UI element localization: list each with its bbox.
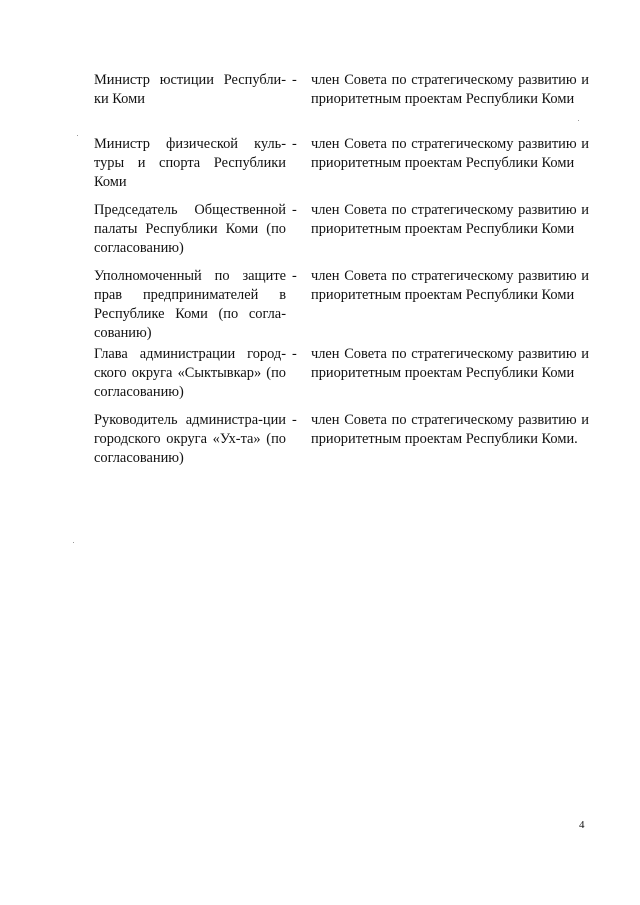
entry-dash: - — [292, 412, 297, 428]
member-entry — [94, 71, 594, 129]
member-entry — [94, 267, 594, 341]
scan-speck — [77, 135, 78, 136]
member-role: член Совета по стратегическому развитию и приоритетным проектам Республики Коми — [311, 72, 589, 107]
member-position: Министр юстиции Республи-ки Коми — [94, 72, 286, 107]
entry-dash: - — [292, 136, 297, 152]
member-role: член Совета по стратегическому развитию и приоритетным проектам Республики Коми — [311, 346, 589, 381]
member-position: Уполномоченный по защите прав предпринимателей в Республике Коми (по согла-сованию) — [94, 268, 286, 341]
member-role: член Совета по стратегическому развитию и приоритетным проектам Республики Коми — [311, 202, 589, 237]
scan-speck — [578, 120, 579, 121]
entry-dash: - — [292, 346, 297, 362]
page-number: 4 — [579, 819, 585, 831]
member-entry — [94, 135, 594, 197]
member-role: член Совета по стратегическому развитию и приоритетным проектам Республики Коми — [311, 136, 589, 171]
scan-speck — [73, 542, 74, 543]
member-entry — [94, 201, 594, 263]
member-position: Глава администрации город-ского округа «Сыктывкар» (по согласованию) — [94, 346, 286, 400]
entry-dash: - — [292, 202, 297, 218]
member-position: Председатель Общественной палаты Республики Коми (по согласованию) — [94, 202, 286, 256]
member-position: Руководитель администра-ции городского округа «Ух-та» (по согласованию) — [94, 412, 286, 466]
member-role: член Совета по стратегическому развитию и приоритетным проектам Республики Коми. — [311, 412, 589, 447]
member-entry — [94, 411, 594, 473]
member-entry — [94, 345, 594, 407]
member-position: Министр физической куль-туры и спорта Республики Коми — [94, 136, 286, 190]
entry-dash: - — [292, 72, 297, 88]
entry-dash: - — [292, 268, 297, 284]
members-list — [94, 71, 594, 477]
member-role: член Совета по стратегическому развитию и приоритетным проектам Республики Коми — [311, 268, 589, 303]
